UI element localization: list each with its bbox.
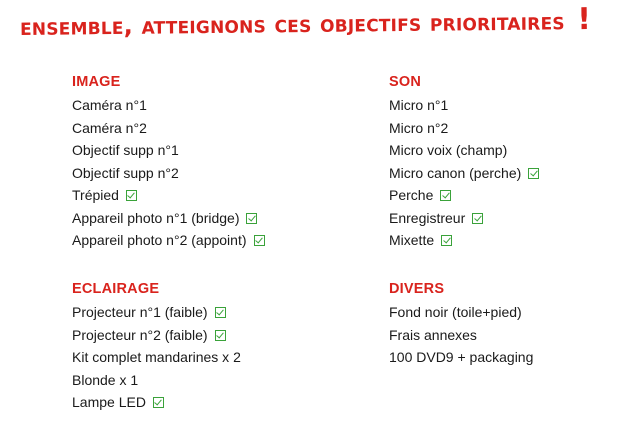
item-label: Appareil photo n°1 (bridge) bbox=[72, 209, 240, 226]
list-item bbox=[389, 184, 640, 207]
item-label: Lampe LED bbox=[72, 394, 146, 410]
item-label: Kit complet mandarines x 2 bbox=[72, 349, 241, 365]
section-heading-divers: DIVERS bbox=[389, 281, 445, 297]
section-image bbox=[72, 73, 332, 252]
list-item bbox=[72, 162, 332, 185]
list-item bbox=[72, 346, 332, 369]
checkmark-icon bbox=[215, 307, 226, 318]
item-label: Perche bbox=[389, 187, 434, 203]
list-item bbox=[72, 369, 332, 392]
checkmark-icon bbox=[472, 213, 483, 224]
list-item bbox=[72, 184, 332, 207]
item-label: 100 DVD9 + packaging bbox=[389, 349, 534, 365]
item-label: Mixette bbox=[389, 232, 435, 248]
list-item bbox=[72, 207, 332, 230]
item-label: Enregistreur bbox=[389, 209, 466, 226]
checkmark-icon bbox=[153, 397, 164, 408]
list-item bbox=[72, 229, 332, 252]
section-eclairage bbox=[72, 280, 332, 414]
list-item bbox=[72, 391, 332, 414]
list-item bbox=[389, 94, 640, 117]
page-title-text: ensemble, atteignons ces objectifs prioritaires bbox=[19, 7, 565, 41]
item-list-divers bbox=[389, 301, 640, 369]
checkmark-icon bbox=[254, 235, 265, 246]
title-exclamation: ! bbox=[577, 2, 592, 38]
item-label: Blonde x 1 bbox=[72, 371, 139, 388]
item-list-son bbox=[389, 94, 640, 252]
list-item bbox=[389, 324, 640, 347]
item-label: Frais annexes bbox=[389, 326, 477, 343]
list-item bbox=[389, 117, 640, 140]
item-label: Objectif supp n°1 bbox=[72, 142, 179, 158]
section-heading-eclairage: ECLAIRAGE bbox=[72, 281, 160, 297]
item-label: Micro voix (champ) bbox=[389, 142, 508, 158]
page-title bbox=[20, 4, 630, 43]
section-heading-image: IMAGE bbox=[72, 74, 121, 90]
item-label: Projecteur n°1 (faible) bbox=[72, 304, 208, 320]
section-son bbox=[389, 73, 640, 252]
list-item bbox=[389, 346, 640, 369]
list-item bbox=[72, 324, 332, 347]
checkmark-icon bbox=[440, 190, 451, 201]
item-label: Objectif supp n°2 bbox=[72, 164, 179, 181]
item-label: Caméra n°2 bbox=[72, 119, 147, 136]
list-item bbox=[72, 94, 332, 117]
list-item bbox=[72, 139, 332, 162]
section-divers bbox=[389, 280, 640, 369]
list-item bbox=[389, 301, 640, 324]
checkmark-icon bbox=[528, 168, 539, 179]
section-heading-son: SON bbox=[389, 74, 422, 90]
item-label: Caméra n°1 bbox=[72, 97, 147, 113]
item-label: Micro n°2 bbox=[389, 119, 449, 136]
list-item bbox=[72, 117, 332, 140]
checkmark-icon bbox=[215, 330, 226, 341]
list-item bbox=[389, 229, 640, 252]
checkmark-icon bbox=[441, 235, 452, 246]
list-item bbox=[389, 207, 640, 230]
list-item bbox=[389, 162, 640, 185]
item-label: Projecteur n°2 (faible) bbox=[72, 326, 208, 343]
item-label: Fond noir (toile+pied) bbox=[389, 304, 522, 320]
checkmark-icon bbox=[246, 213, 257, 224]
item-list-eclairage bbox=[72, 301, 332, 414]
list-item bbox=[72, 301, 332, 324]
item-label: Micro n°1 bbox=[389, 97, 449, 113]
list-item bbox=[389, 139, 640, 162]
item-label: Micro canon (perche) bbox=[389, 164, 522, 181]
item-label: Trépied bbox=[72, 187, 119, 203]
checkmark-icon bbox=[126, 190, 137, 201]
item-label: Appareil photo n°2 (appoint) bbox=[72, 232, 247, 248]
item-list-image bbox=[72, 94, 332, 252]
